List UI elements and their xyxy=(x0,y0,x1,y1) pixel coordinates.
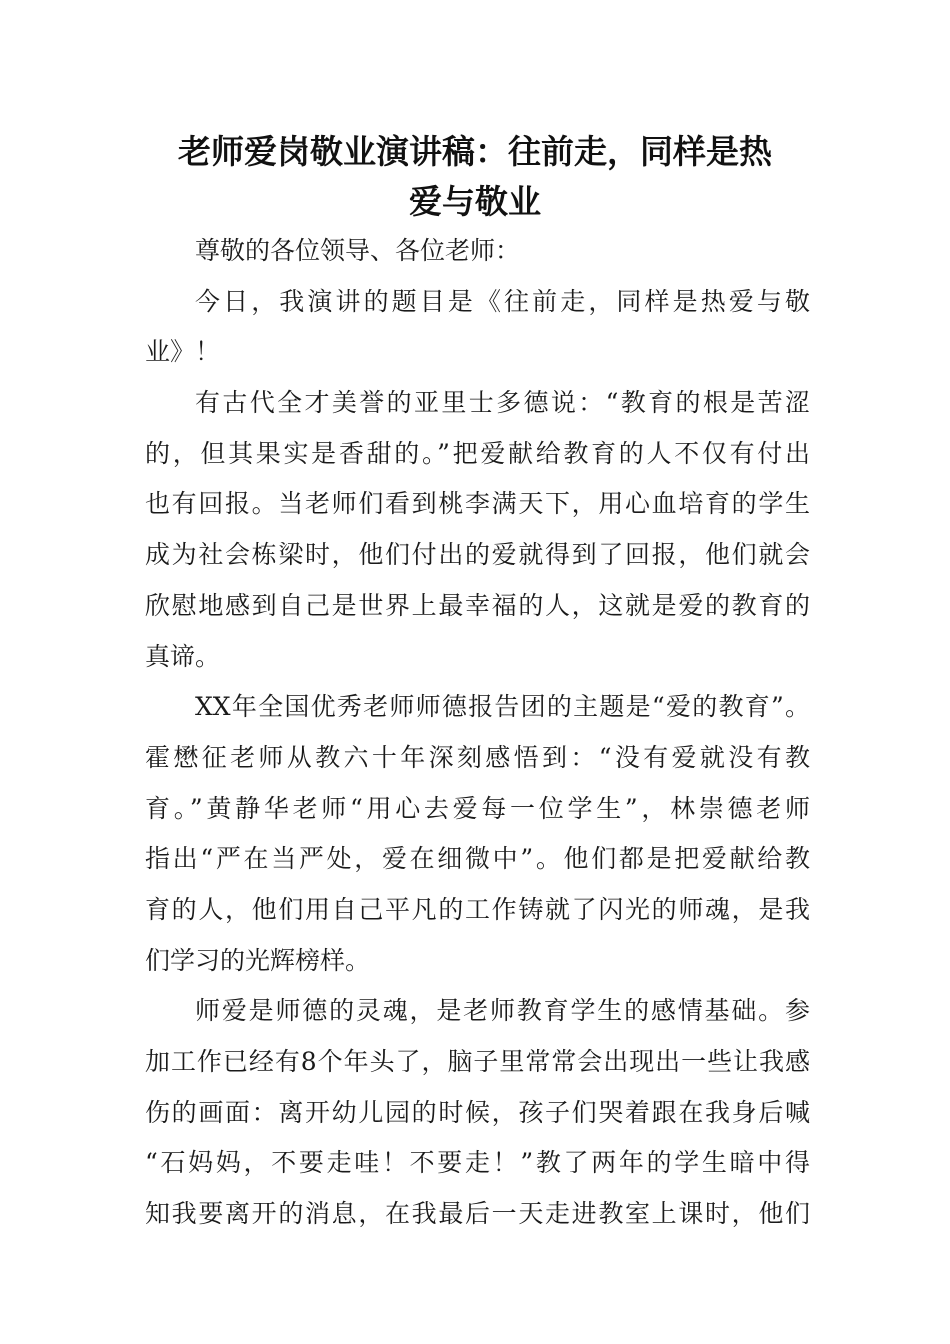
paragraph-1-line: 业》！ xyxy=(145,337,221,367)
document-title-line-2: 爱与敬业 xyxy=(409,182,541,221)
paragraph-4-line: 师爱是师德的灵魂，是老师教育学生的感情基础。参 xyxy=(195,996,810,1026)
paragraph-1-line: 今日，我演讲的题目是《往前走，同样是热爱与敬 xyxy=(195,286,810,316)
paragraph-4-line: 知我要离开的消息，在我最后一天走进教室上课时，他们 xyxy=(145,1199,810,1229)
paragraph-2-line: 有古代全才美誉的亚里士多德说：“教育的根是苦涩 xyxy=(195,388,810,418)
paragraph-2-line: 的，但其果实是香甜的。”把爱献给教育的人不仅有付出 xyxy=(145,438,810,468)
paragraph-2-line: 也有回报。当老师们看到桃李满天下，用心血培育的学生 xyxy=(145,489,810,519)
paragraph-2-line: 成为社会栋梁时，他们付出的爱就得到了回报，他们就会 xyxy=(145,540,810,570)
paragraph-3-line: XX年全国优秀老师师德报告团的主题是“爱的教育”。 xyxy=(195,692,810,722)
paragraph-4-line: “石妈妈，不要走哇！不要走！”教了两年的学生暗中得 xyxy=(145,1148,810,1178)
paragraph-2-line: 真谛。 xyxy=(145,641,221,671)
paragraph-3-line: 育的人，他们用自己平凡的工作铸就了闪光的师魂，是我 xyxy=(145,894,810,924)
paragraph-3-line: 霍懋征老师从教六十年深刻感悟到：“没有爱就没有教 xyxy=(145,742,810,772)
paragraph-4-line: 伤的画面：离开幼儿园的时候，孩子们哭着跟在我身后喊 xyxy=(145,1097,810,1127)
paragraph-3-line: 育。”黄静华老师“用心去爱每一位学生”，林崇德老师 xyxy=(145,793,810,823)
paragraph-2-line: 欣慰地感到自己是世界上最幸福的人，这就是爱的教育的 xyxy=(145,590,810,620)
paragraph-3-line: 指出“严在当严处，爱在细微中”。他们都是把爱献给教 xyxy=(145,844,810,874)
document-body xyxy=(145,226,810,1240)
paragraph-4-line: 加工作已经有8个年头了，脑子里常常会出现出一些让我感 xyxy=(145,1047,810,1076)
paragraph-3-line: 们学习的光辉榜样。 xyxy=(145,945,371,975)
document-title-line-1: 老师爱岗敬业演讲稿：往前走，同样是热 xyxy=(178,132,772,171)
salutation: 尊敬的各位领导、各位老师： xyxy=(195,236,521,265)
